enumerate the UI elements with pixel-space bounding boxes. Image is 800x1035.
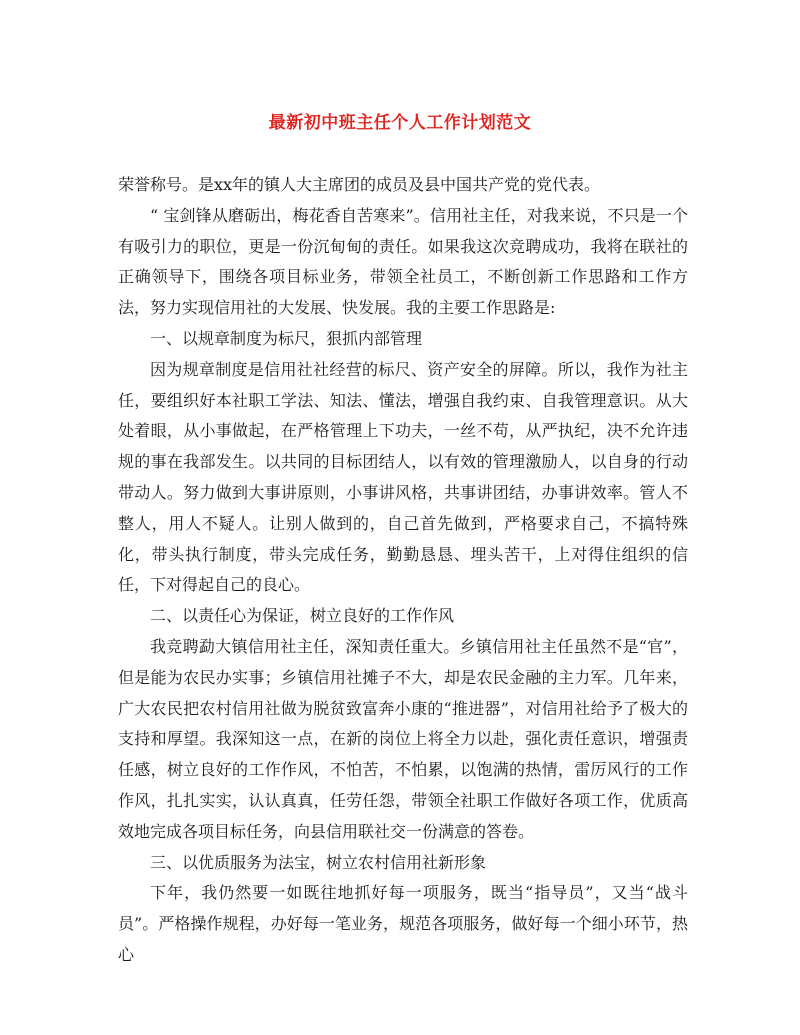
- document-title: 最新初中班主任个人工作计划范文: [268, 113, 532, 133]
- paragraph: 我竞聘勐大镇信用社主任，深知责任重大。乡镇信用社主任虽然不是“官”，但是能为农民办实事；乡镇信用社摊子不大，却是农民金融的主力军。几年来，广大农民把农村信用社做为脱贫致富奔小康的“推进器”，对信用社给予了极大的支持和厚望。我深知这一点，在新的岗位上将全力以赴，强化责任意识，增强责任感，树立良好的工作作风，不怕苦，不怕累，以饱满的热情，雷厉风行的工作作风，扎扎实实，认认真真，任劳任怨，带领全社职工作做好各项工作，优质高效地完成各项目标任务，向县信用联社交一份满意的答卷。: [118, 636, 688, 841]
- section-heading: 二、以责任心为保证，树立良好的工作作风: [150, 606, 455, 626]
- paragraph: 下年，我仍然要一如既往地抓好每一项服务，既当“指导员”，又当“战斗员”。严格操作规程，办好每一笔业务，规范各项服务，做好每一个细小环节，热心: [118, 883, 688, 964]
- section-heading: 一、以规章制度为标尺，狠抓内部管理: [150, 328, 423, 348]
- document-body: [118, 170, 688, 971]
- paragraph: 因为规章制度是信用社社经营的标尺、资产安全的屏障。所以，我作为社主任，要组织好本社职工学法、知法、懂法，增强自我约束、自我管理意识。从大处着眼，从小事做起，在严格管理上下功夫，一丝不苟，从严执纪，决不允许违规的事在我部发生。以共同的目标团结人，以有效的管理激励人，以自身的行动带动人。努力做到大事讲原则，小事讲风格，共事讲团结，办事讲效率。管人不整人，用人不疑人。让别人做到的，自己首先做到，严格要求自己，不搞特殊化，带头执行制度，带头完成任务，勤勤恳恳、埋头苦干，上对得住组织的信任，下对得起自己的良心。: [118, 359, 688, 595]
- paragraph: “ 宝剑锋从磨砺出，梅花香自苦寒来”。信用社主任，对我来说，不只是一个有吸引力的职位，更是一份沉甸甸的责任。如果我这次竞聘成功，我将在联社的正确领导下，围绕各项目标业务，带领全社员工，不断创新工作思路和工作方法，努力实现信用社的大发展、快发展。我的主要工作思路是:: [118, 205, 688, 318]
- paragraph: 荣誉称号。是xx年的镇人大主席团的成员及县中国共产党的党代表。: [118, 175, 601, 194]
- section-heading: 三、以优质服务为法宝，树立农村信用社新形象: [150, 852, 487, 872]
